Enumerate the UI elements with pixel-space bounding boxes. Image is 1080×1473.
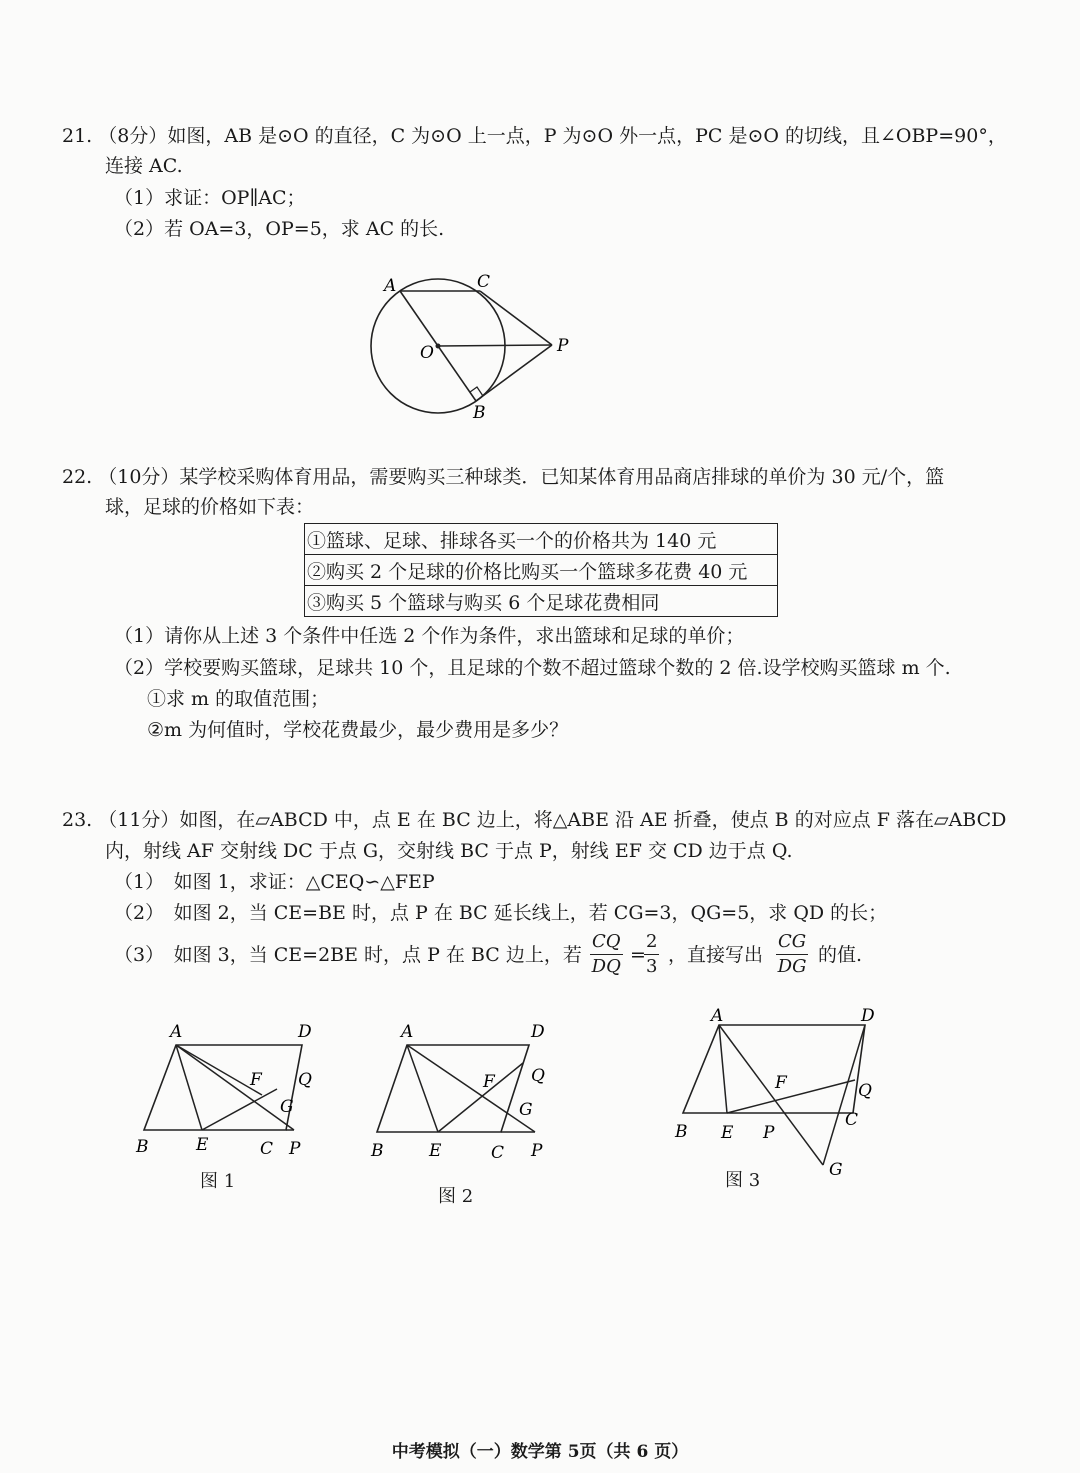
center-dot: [436, 344, 441, 349]
table-row: [305, 555, 778, 586]
label-g: G: [829, 1160, 843, 1180]
q21-line1: 21. （8分）如图，AB 是⊙O 的直径，C 为⊙O 上一点，P 为⊙O 外一点，PC 是⊙O 的切线，且∠OBP=90°，: [62, 125, 1007, 147]
ray-eq: [438, 1063, 523, 1132]
q22-line2: 球，足球的价格如下表：: [105, 496, 315, 518]
label-f: F: [483, 1072, 495, 1092]
price-table: [304, 523, 778, 617]
frac-den: DQ: [591, 956, 621, 977]
label-d: D: [298, 1022, 312, 1042]
label-o: O: [420, 343, 434, 363]
segment-ae: [407, 1045, 438, 1132]
label-q: Q: [858, 1081, 872, 1101]
q23-part2: （2） 如图 2，当 CE=BE 时，点 P 在 BC 延长线上，若 CG=3，QG=5，求 QD 的长；: [114, 902, 888, 924]
label-p: P: [763, 1123, 775, 1143]
figure-2: [365, 1015, 555, 1165]
label-b: B: [371, 1141, 384, 1161]
label-q: Q: [298, 1070, 312, 1090]
q23-part3-b: ，直接写出: [668, 944, 764, 966]
label-f: F: [775, 1073, 787, 1093]
q22-sub1: ①求 m 的取值范围；: [147, 688, 330, 710]
table-cell: ①篮球、足球、排球各买一个的价格共为 140 元: [305, 524, 778, 555]
frac-num: 2: [644, 930, 659, 955]
label-a: A: [401, 1022, 414, 1042]
segment-ae: [719, 1025, 727, 1113]
q22-part2: （2）学校要购买篮球，足球共 10 个，且足球的个数不超过篮球个数的 2 倍.设学校购买篮球 m 个.: [114, 657, 951, 679]
figure-1: [130, 1015, 320, 1165]
fraction-cg-dg: [776, 930, 808, 979]
page-footer: 中考模拟（一）数学第 5页（共 6 页）: [391, 1442, 689, 1462]
q22-line1: 22. （10分）某学校采购体育用品，需要购买三种球类．已知某体育用品商店排球的单价为 30 元/个，篮: [62, 466, 945, 488]
tangent-pc: [480, 291, 552, 345]
label-e: E: [196, 1135, 209, 1155]
q23-part1: （1） 如图 1，求证：△CEQ∽△FEP: [114, 871, 435, 893]
parallelogram: [144, 1045, 302, 1130]
label-p: P: [531, 1141, 543, 1161]
figure-3: [665, 995, 895, 1185]
label-p: P: [557, 336, 569, 356]
ray-eq: [727, 1080, 855, 1113]
q23-line2: 内，射线 AF 交射线 DC 于点 G，交射线 BC 于点 P，射线 EF 交 CD 边于点 Q.: [105, 840, 793, 862]
label-f: F: [250, 1070, 262, 1090]
frac-num: CG: [776, 930, 808, 955]
label-p: P: [289, 1139, 301, 1159]
q21-figure: [360, 268, 590, 428]
q23-line1: 23. （11分）如图，在▱ABCD 中，点 E 在 BC 边上，将△ABE 沿 AE 折叠，使点 B 的对应点 F 落在▱ABCD: [62, 809, 1007, 831]
figure-3-caption: 图 3: [725, 1170, 761, 1191]
frac-den: DG: [777, 956, 807, 977]
label-q: Q: [531, 1066, 545, 1086]
figure-2-caption: 图 2: [438, 1186, 474, 1207]
label-g: G: [519, 1100, 533, 1120]
table-row: [305, 586, 778, 617]
q21-line2: 连接 AC.: [105, 155, 183, 177]
frac-den: 3: [646, 956, 658, 977]
table-cell: ②购买 2 个足球的价格比购买一个篮球多花费 40 元: [305, 555, 778, 586]
label-d: D: [861, 1006, 875, 1026]
figure-1-caption: 图 1: [200, 1171, 236, 1192]
fraction-cq-dq: [590, 930, 623, 979]
q21-part1: （1）求证：OP∥AC；: [114, 187, 306, 209]
q22-sub2: ②m 为何值时，学校花费最少，最少费用是多少？: [147, 719, 569, 741]
segment-pb: [476, 345, 552, 401]
label-b: B: [136, 1137, 149, 1157]
table-cell: ③购买 5 个篮球与购买 6 个足球花费相同: [305, 586, 778, 617]
label-c: C: [477, 272, 491, 292]
ray-ag: [719, 1025, 823, 1165]
label-a: A: [384, 276, 397, 296]
label-b: B: [675, 1122, 688, 1142]
q21-part2: （2）若 OA=3，OP=5，求 AC 的长.: [114, 218, 445, 240]
q23-part3-a: （3） 如图 3，当 CE=2BE 时，点 P 在 BC 边上，若: [114, 944, 582, 966]
q23-part3-c: 的值.: [818, 944, 863, 966]
label-d: D: [531, 1022, 545, 1042]
ray-af: [176, 1045, 294, 1130]
fraction-2-3: [644, 930, 659, 979]
equals-sign: =: [630, 944, 646, 966]
table-row: [305, 524, 778, 555]
label-c: C: [491, 1143, 505, 1163]
label-b: B: [473, 403, 486, 423]
label-a: A: [170, 1022, 183, 1042]
label-e: E: [721, 1123, 734, 1143]
frac-num: CQ: [590, 930, 623, 955]
label-e: E: [429, 1141, 442, 1161]
segment-op: [438, 345, 552, 346]
label-c: C: [845, 1110, 859, 1130]
q22-part1: （1）请你从上述 3 个条件中任选 2 个作为条件，求出篮球和足球的单价；: [114, 625, 745, 647]
label-a: A: [711, 1006, 724, 1026]
label-g: G: [280, 1097, 294, 1117]
label-c: C: [260, 1139, 274, 1159]
